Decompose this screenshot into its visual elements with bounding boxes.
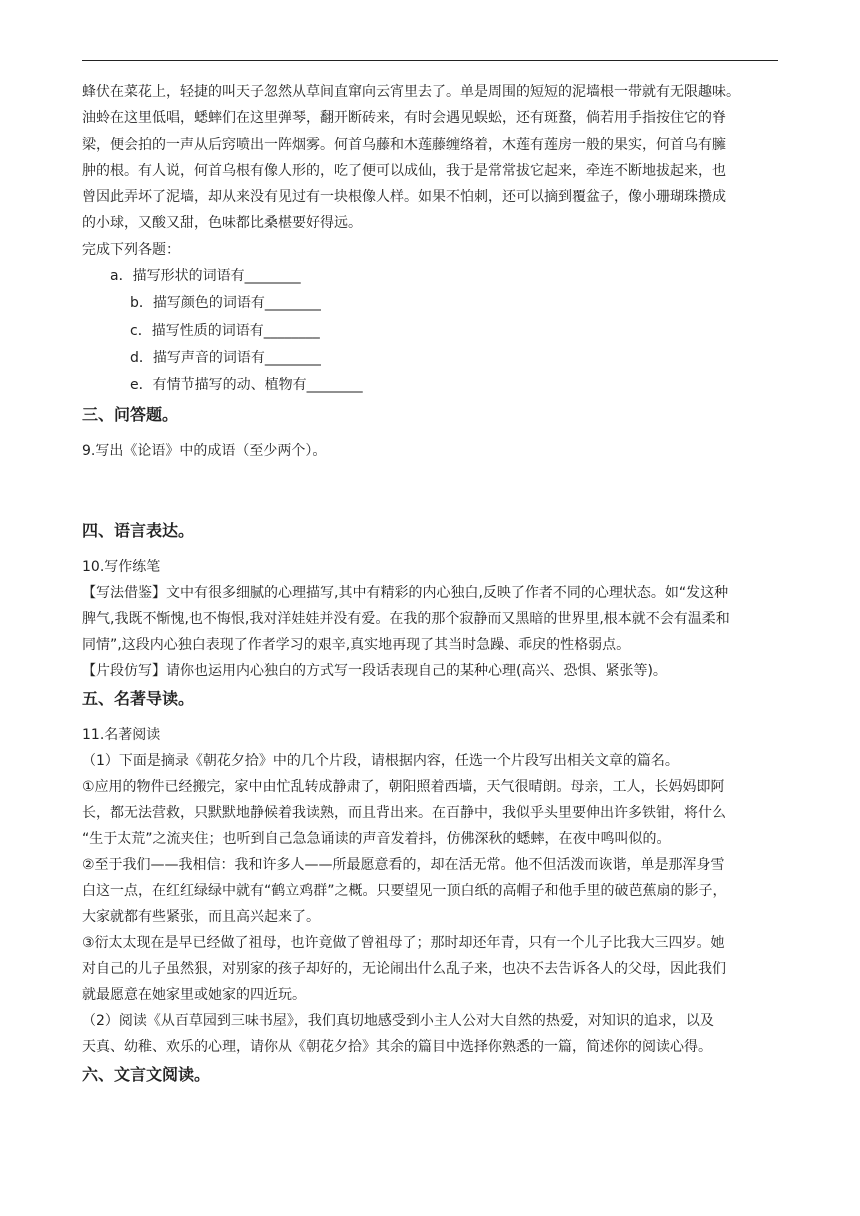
q11-line: 就最愿意在她家里或她家的四近玩。 <box>82 986 306 1003</box>
section-heading-6: 六、文言文阅读。 <box>82 1064 211 1084</box>
answer-space <box>82 464 778 516</box>
q11-line: （2）阅读《从百草园到三味书屋》，我们真切地感受到小主人公对大自然的热爱，对知识的追求，以及 <box>82 1012 714 1029</box>
passage <box>82 79 778 237</box>
q10-line: 脾气,我既不惭愧,也不悔恨,我对洋娃娃并没有爱。在我的那个寂静而又黑暗的世界里,根本就不会有温柔和 <box>82 610 730 627</box>
option-c: c．描写性质的词语有________ <box>130 322 320 339</box>
question-10-title: 10.写作练笔 <box>82 558 161 575</box>
header-rule <box>82 60 778 61</box>
question-11-title: 11.名著阅读 <box>82 726 161 743</box>
q11-line: 天真、幼稚、欢乐的心理，请你从《朝花夕拾》其余的篇目中选择你熟悉的一篇，简述你的阅读心得。 <box>82 1038 712 1055</box>
q11-line: ③衍太太现在是早已经做了祖母，也许竟做了曾祖母了；那时却还年青，只有一个儿子比我大三四岁。她 <box>82 934 725 951</box>
q11-line: ①应用的物件已经搬完，家中由忙乱转成静肃了，朝阳照着西墙，天气很晴朗。母亲，工人，长妈妈即阿 <box>82 778 725 795</box>
section-heading-3: 三、问答题。 <box>82 404 179 424</box>
q11-line: 对自己的儿子虽然狠，对别家的孩子却好的，无论闹出什么乱子来，也决不去告诉各人的父母，因此我们 <box>82 960 726 977</box>
question-9: 9.写出《论语》中的成语（至少两个）。 <box>82 442 327 459</box>
passage-line: 油蛉在这里低唱，蟋蟀们在这里弹琴，翻开断砖来，有时会遇见蜈蚣，还有斑蝥，倘若用手指按住它的脊 <box>82 110 726 127</box>
option-e: e．有情节描写的动、植物有________ <box>130 377 363 394</box>
q10-line: 【片段仿写】请你也运用内心独白的方式写一段话表现自己的某种心理(高兴、恐惧、紧张等)。 <box>82 662 667 679</box>
section-heading-4: 四、语言表达。 <box>82 520 195 540</box>
passage-line: 曾因此弄坏了泥墙，却从来没有见过有一块根像人样。如果不怕刺，还可以摘到覆盆子，像小珊瑚珠攒成 <box>82 189 726 206</box>
options-list <box>82 263 778 400</box>
option-a: a．描写形状的词语有________ <box>110 267 301 284</box>
section-heading-5: 五、名著导读。 <box>82 688 195 708</box>
q10-line: 【写法借鉴】文中有很多细腻的心理描写,其中有精彩的内心独白,反映了作者不同的心理状态。如“发这种 <box>82 584 729 601</box>
passage-line: 蜂伏在菜花上，轻捷的叫天子忽然从草间直窜向云宵里去了。单是周围的短短的泥墙根一带就有无限趣味。 <box>82 84 740 100</box>
document-page <box>82 79 778 1090</box>
q11-line: “生于太荒”之流夹住；也听到自己急急诵读的声音发着抖，仿佛深秋的蟋蟀，在夜中鸣叫似的。 <box>82 830 671 847</box>
q11-line: ②至于我们——我相信：我和许多人——所最愿意看的，却在活无常。他不但活泼而诙谐，单是那浑身雪 <box>82 856 725 873</box>
passage-line: 的小球，又酸又甜，色味都比桑椹要好得远。 <box>82 215 362 232</box>
option-b: b．描写颜色的词语有________ <box>130 295 321 312</box>
task-label: 完成下列各题： <box>82 241 180 258</box>
q11-line: 大家就都有些紧张，而且高兴起来了。 <box>82 908 320 925</box>
q11-line: 长，都无法营救，只默默地静候着我读熟，而且背出来。在百静中，我似乎头里要伸出许多铁钳，将什么 <box>82 804 726 821</box>
passage-line: 肿的根。有人说，何首乌根有像人形的，吃了便可以成仙，我于是常常拔它起来，牵连不断地拔起来，也 <box>82 162 726 179</box>
q10-line: 同情”,这段内心独白表现了作者学习的艰辛,真实地再现了其当时急躁、乖戾的性格弱点。 <box>82 636 631 653</box>
passage-line: 梁，便会拍的一声从后窍喷出一阵烟雾。何首乌藤和木莲藤缠络着，木莲有莲房一般的果实，何首乌有臃 <box>82 136 726 153</box>
q11-line: （1）下面是摘录《朝花夕拾》中的几个片段，请根据内容，任选一个片段写出相关文章的篇名。 <box>82 752 679 769</box>
q11-line: 白这一点，在红红绿绿中就有“鹤立鸡群”之概。只要望见一顶白纸的高帽子和他手里的破芭蕉扇的影子， <box>82 882 727 899</box>
option-d: d．描写声音的词语有________ <box>130 350 321 366</box>
